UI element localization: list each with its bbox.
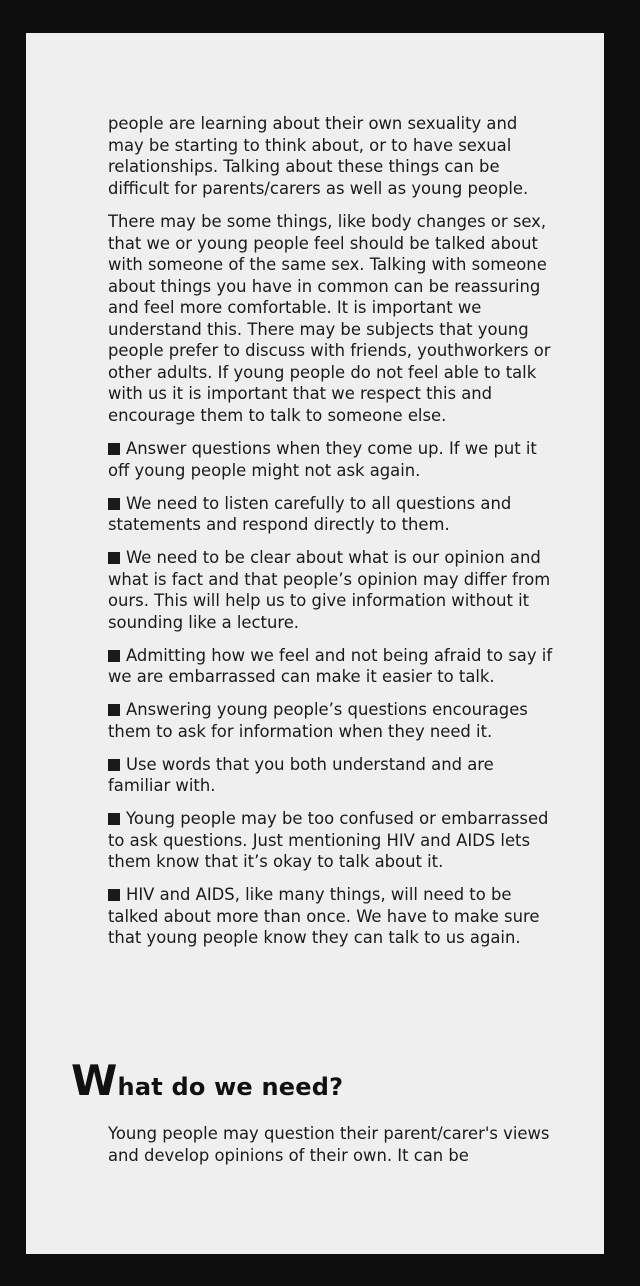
square-bullet-icon bbox=[108, 704, 120, 716]
bullet-text: Admitting how we feel and not being afraid to say if we are embarrassed can make it easier to talk. bbox=[108, 645, 553, 686]
heading-initial: W bbox=[71, 1056, 118, 1105]
bullet-item bbox=[108, 645, 558, 688]
bullet-item bbox=[108, 884, 558, 949]
bullet-item bbox=[108, 438, 558, 481]
square-bullet-icon bbox=[108, 650, 120, 662]
bullet-text: Answering young people’s questions encourages them to ask for information when they need it. bbox=[108, 700, 528, 741]
section-heading bbox=[71, 1056, 344, 1105]
bullet-text: HIV and AIDS, like many things, will need to be talked about more than once. We have to make sure that young people know they can talk to us again. bbox=[108, 885, 540, 947]
bullet-item bbox=[108, 699, 558, 742]
square-bullet-icon bbox=[108, 443, 120, 455]
bullet-item bbox=[108, 547, 558, 633]
square-bullet-icon bbox=[108, 889, 120, 901]
closing-paragraph: Young people may question their parent/carer's views and develop opinions of their own. It can be bbox=[108, 1124, 550, 1165]
bullet-text: Use words that you both understand and are familiar with. bbox=[108, 754, 494, 795]
bullet-text: Answer questions when they come up. If we put it off young people might not ask again. bbox=[108, 439, 537, 480]
paragraph: people are learning about their own sexuality and may be starting to think about, or to have sexual relationships. Talking about these things can be difficult for parents/carers as well as young people. bbox=[108, 114, 529, 198]
square-bullet-icon bbox=[108, 552, 120, 564]
body-text bbox=[108, 113, 558, 960]
bullet-item bbox=[108, 493, 558, 536]
document-page bbox=[26, 33, 604, 1254]
square-bullet-icon bbox=[108, 813, 120, 825]
bullet-text: We need to be clear about what is our opinion and what is fact and that people’s opinion may differ from ours. This will help us to give information without it sounding like a lecture. bbox=[108, 548, 551, 632]
paragraph: There may be some things, like body changes or sex, that we or young people feel should be talked about with someone of the same sex. Talking with someone about things you have in common can be reassuring and feel more comfortable. It is important we understand this. There may be subjects that young people prefer to discuss with friends, youthworkers or other adults. If young people do not feel able to talk with us it is important that we respect this and encourage them to talk to someone else. bbox=[108, 212, 551, 425]
bullet-item bbox=[108, 754, 558, 797]
heading-text: hat do we need? bbox=[117, 1073, 344, 1101]
square-bullet-icon bbox=[108, 498, 120, 510]
bullet-text: Young people may be too confused or embarrassed to ask questions. Just mentioning HIV and AIDS lets them know that it’s okay to talk about it. bbox=[108, 809, 549, 871]
square-bullet-icon bbox=[108, 759, 120, 771]
bullet-text: We need to listen carefully to all questions and statements and respond directly to them. bbox=[108, 493, 512, 534]
bullet-item bbox=[108, 808, 558, 873]
